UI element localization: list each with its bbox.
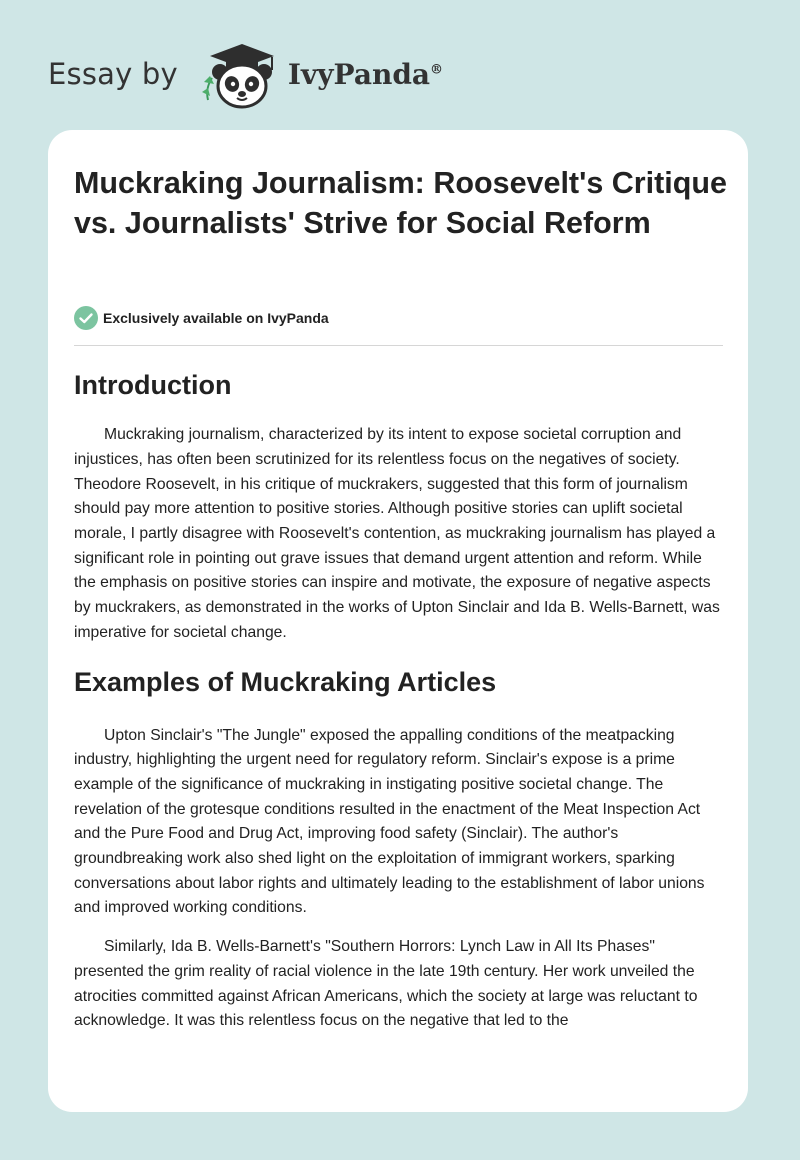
divider (74, 345, 723, 346)
article-body (74, 368, 726, 1034)
paragraph: Similarly, Ida B. Wells-Barnett's "Southern Horrors: Lynch Law in All Its Phases" presented the grim reality of racial violence in the late 19th century. Her work unveiled the atrocities committed against African Americans, which the society at large was reluctant to acknowledge. It was this relentless focus on the negative that led to the (74, 938, 698, 1030)
brand-prefix: Essay by (48, 57, 178, 91)
article-title: Muckraking Journalism: Roosevelt's Critique vs. Journalists' Strive for Social Reform (74, 166, 727, 240)
article-card (48, 130, 748, 1112)
paragraph: Muckraking journalism, characterized by its intent to expose societal corruption and injustices, has often been scrutinized for its relentless focus on the negatives of society. Theodore Roosevelt, in his critique of muckrakers, suggested that this form of journalism should pay more attention to positive stories. Although positive stories can uplift societal morale, I partly disagree with Roosevelt's contention, as muckraking journalism has played a significant role in pointing out grave issues that demand urgent attention and reform. While the emphasis on positive stories can inspire and motivate, the exposure of negative aspects by muckrakers, as demonstrated in the works of Upton Sinclair and Ida B. Wells-Barnett, was imperative for societal change. (74, 426, 720, 641)
ivypanda-logo-icon[interactable] (192, 38, 284, 110)
check-icon (74, 306, 98, 330)
section-heading: Introduction (74, 370, 232, 400)
exclusive-badge (74, 306, 329, 330)
brand-name: IvyPanda® (287, 57, 444, 91)
site-header (48, 38, 443, 110)
section-heading: Examples of Muckraking Articles (74, 667, 497, 698)
exclusive-badge-label: Exclusively available on IvyPanda (103, 310, 329, 326)
paragraph: Upton Sinclair's "The Jungle" exposed the appalling conditions of the meatpacking industry, highlighting the urgent need for regulatory reform. Sinclair's expose is a prime example of the significance of muckraking in instigating positive societal change. The revelation of the grotesque conditions resulted in the enactment of the Meat Inspection Act and the Pure Food and Drug Act, improving food safety (Sinclair). The author's groundbreaking work also shed light on the exploitation of immigrant workers, sparking conversations about labor rights and ultimately leading to the establishment of labor unions and improved working conditions. (74, 726, 705, 917)
